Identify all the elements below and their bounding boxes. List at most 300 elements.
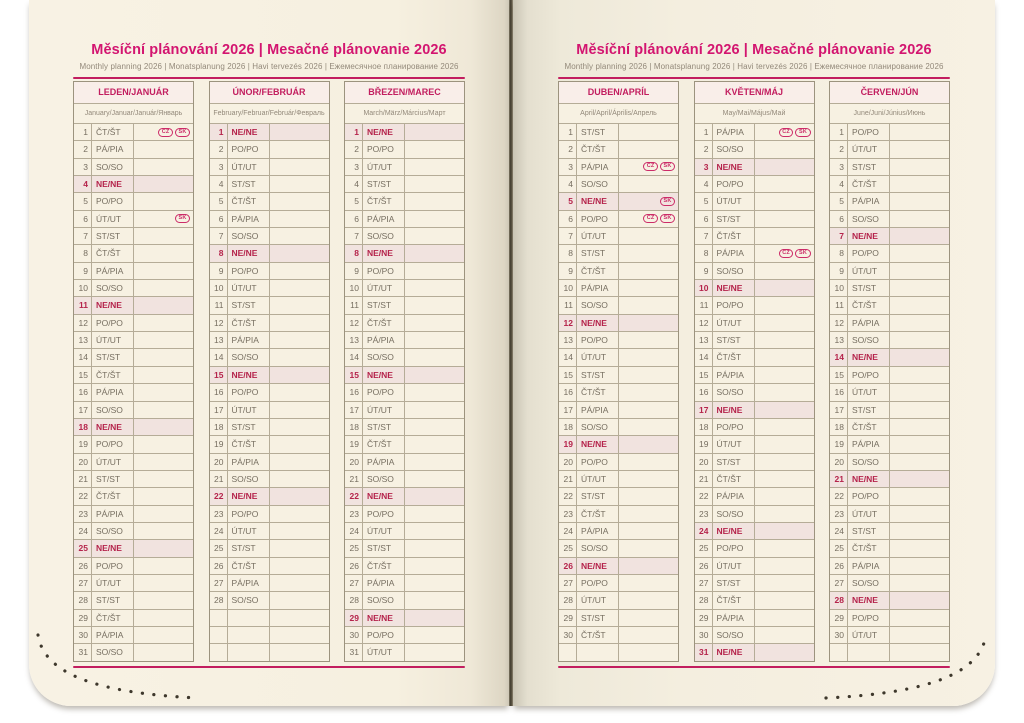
day-row [695,471,814,488]
day-abbreviation: ČT/ŠT [363,315,405,331]
day-row [345,454,464,471]
notes-cell [755,592,814,608]
month-title: DUBEN/APRÍL [559,82,678,104]
notes-cell [619,332,678,348]
notes-cell [134,280,193,296]
day-number: 4 [559,176,577,192]
notes-cell [755,280,814,296]
day-abbreviation: ČT/ŠT [92,610,134,626]
day-abbreviation: PO/PO [363,627,405,643]
day-number: 12 [210,315,228,331]
day-abbreviation: PÁ/PIA [713,488,755,504]
day-number: 11 [74,297,92,313]
day-number: 1 [559,124,577,140]
day-row [345,384,464,401]
month-subtitle: May/Mai/Május/Май [695,104,814,124]
sk-holiday-badge: SK [175,128,190,137]
day-abbreviation: NE/NE [577,436,619,452]
notes-cell [619,506,678,522]
day-row [74,644,193,660]
day-number: 30 [74,627,92,643]
notes-cell [890,610,949,626]
day-row [210,523,329,540]
day-abbreviation: PÁ/PIA [713,245,755,261]
day-abbreviation: ÚT/UT [363,159,405,175]
day-number: 23 [695,506,713,522]
day-abbreviation: SO/SO [363,471,405,487]
month-subtitle: February/Februar/Február/Февраль [210,104,329,124]
day-number: 8 [830,245,848,261]
cz-holiday-badge: CZ [779,249,794,258]
notes-cell [270,367,329,383]
top-divider-line [73,77,465,79]
day-number: 27 [830,575,848,591]
day-row [345,471,464,488]
day-number: 9 [210,263,228,279]
day-abbreviation: ÚT/UT [577,592,619,608]
month-day-list [74,124,193,661]
day-abbreviation: ST/ST [577,367,619,383]
notes-cell [134,506,193,522]
notes-cell [755,193,814,209]
day-abbreviation: NE/NE [92,540,134,556]
day-row [695,349,814,366]
day-number: 28 [345,592,363,608]
day-abbreviation: NE/NE [363,245,405,261]
day-abbreviation: ČT/ŠT [848,419,890,435]
day-number: 10 [830,280,848,296]
notes-cell [755,488,814,504]
day-number: 21 [830,471,848,487]
notes-cell [270,558,329,574]
day-row [345,176,464,193]
day-row [559,367,678,384]
day-abbreviation: PO/PO [577,332,619,348]
day-row [559,384,678,401]
notes-cell [755,627,814,643]
day-number: 6 [345,211,363,227]
sk-holiday-badge: SK [795,128,810,137]
day-abbreviation: ÚT/UT [363,644,405,660]
day-row [74,627,193,644]
day-abbreviation: PÁ/PIA [848,193,890,209]
day-row [345,627,464,644]
day-row [695,176,814,193]
day-row [830,384,949,401]
day-abbreviation: ČT/ŠT [363,436,405,452]
day-number: 19 [345,436,363,452]
day-row [695,506,814,523]
day-abbreviation: PÁ/PIA [848,558,890,574]
day-abbreviation: PO/PO [363,263,405,279]
day-number: 7 [695,228,713,244]
day-row [345,540,464,557]
notes-cell [890,315,949,331]
day-number: 9 [695,263,713,279]
day-abbreviation: SO/SO [848,575,890,591]
day-abbreviation: ČT/ŠT [228,193,270,209]
diary-book [29,0,995,706]
day-abbreviation: PÁ/PIA [577,280,619,296]
notes-cell [619,349,678,365]
day-row [210,471,329,488]
day-row [695,627,814,644]
day-number: 16 [74,384,92,400]
day-abbreviation: ÚT/UT [848,384,890,400]
day-abbreviation: ČT/ŠT [228,315,270,331]
day-row [210,315,329,332]
day-abbreviation: PO/PO [713,297,755,313]
notes-cell [755,454,814,470]
day-number: 18 [74,419,92,435]
notes-cell [619,419,678,435]
day-row [210,540,329,557]
day-abbreviation: ST/ST [228,540,270,556]
day-row [210,506,329,523]
day-row [695,141,814,158]
day-abbreviation: PÁ/PIA [848,436,890,452]
day-abbreviation: ST/ST [848,159,890,175]
day-number: 29 [695,610,713,626]
day-number: 2 [210,141,228,157]
day-row [695,159,814,176]
notes-cell [619,280,678,296]
day-row [559,540,678,557]
notes-cell [134,245,193,261]
day-abbreviation: NE/NE [848,471,890,487]
notes-cell [405,540,464,556]
bottom-divider-line [558,666,950,668]
notes-cell [619,558,678,574]
notes-cell [619,540,678,556]
day-row [695,540,814,557]
day-abbreviation: PÁ/PIA [577,159,619,175]
day-number: 8 [559,245,577,261]
notes-cell [405,644,464,660]
day-number: 17 [210,402,228,418]
day-row [210,141,329,158]
day-abbreviation: PÁ/PIA [228,211,270,227]
day-abbreviation: PÁ/PIA [713,367,755,383]
day-row [210,558,329,575]
day-row [695,211,814,228]
day-row [74,402,193,419]
notes-cell [619,176,678,192]
day-row [74,384,193,401]
day-abbreviation: PÁ/PIA [363,575,405,591]
day-row [74,506,193,523]
day-abbreviation: SO/SO [92,280,134,296]
day-row [559,575,678,592]
day-number: 11 [559,297,577,313]
right-page-content [558,0,950,668]
day-row [210,367,329,384]
day-number: 6 [210,211,228,227]
notes-cell [134,436,193,452]
month-subtitle: April/April/Április/Апрель [559,104,678,124]
day-row [210,402,329,419]
day-number: 14 [74,349,92,365]
day-row [74,592,193,609]
day-abbreviation: ČT/ŠT [713,349,755,365]
day-row [559,436,678,453]
notes-cell [405,332,464,348]
notes-cell [270,124,329,140]
day-abbreviation: ČT/ŠT [577,506,619,522]
day-abbreviation: ČT/ŠT [363,558,405,574]
notes-cell [270,349,329,365]
day-number: 31 [74,644,92,660]
notes-cell [405,488,464,504]
day-row [345,228,464,245]
day-row [559,627,678,644]
day-number: 22 [210,488,228,504]
page-title: Měsíční plánování 2026 | Mesačné plánovanie 2026 [576,42,932,58]
notes-cell [890,540,949,556]
cz-holiday-badge: CZ [158,128,173,137]
day-row [830,124,949,141]
notes-cell [270,402,329,418]
day-abbreviation: ČT/ŠT [848,297,890,313]
day-abbreviation: SO/SO [92,644,134,660]
notes-cell [134,610,193,626]
month-title: BŘEZEN/MAREC [345,82,464,104]
day-abbreviation: PO/PO [228,384,270,400]
page-subtitle: Monthly planning 2026 | Monatsplanung 2026 | Havi tervezés 2026 | Ежемесячное планирование 2026 [564,62,944,71]
day-number: 14 [345,349,363,365]
month-calendar [694,81,815,662]
day-number: 18 [559,419,577,435]
day-row [695,228,814,245]
day-abbreviation: ÚT/UT [228,402,270,418]
day-abbreviation: ČT/ŠT [92,367,134,383]
day-row [695,592,814,609]
notes-cell [755,558,814,574]
notes-cell [890,176,949,192]
day-number: 21 [210,471,228,487]
day-number: 24 [559,523,577,539]
notes-cell [619,454,678,470]
day-abbreviation: NE/NE [713,523,755,539]
notes-cell [755,263,814,279]
month-subtitle: March/März/Március/Март [345,104,464,124]
day-abbreviation: ST/ST [713,575,755,591]
day-abbreviation: PO/PO [577,211,619,227]
day-number: 5 [695,193,713,209]
day-number: 30 [559,627,577,643]
day-number: 12 [345,315,363,331]
day-number: 23 [559,506,577,522]
day-number: 22 [74,488,92,504]
notes-cell [134,193,193,209]
day-number: 4 [74,176,92,192]
notes-cell [405,124,464,140]
notes-cell [134,540,193,556]
day-row [74,436,193,453]
day-abbreviation: ÚT/UT [92,211,134,227]
day-row [830,471,949,488]
notes-cell [270,228,329,244]
day-number: 2 [695,141,713,157]
day-abbreviation: PO/PO [92,193,134,209]
day-number: 17 [559,402,577,418]
day-abbreviation: NE/NE [713,159,755,175]
month-day-list [210,124,329,661]
day-number: 5 [830,193,848,209]
month-calendar [209,81,330,662]
day-number: 1 [830,124,848,140]
day-row [830,141,949,158]
day-number: 12 [695,315,713,331]
day-row [345,506,464,523]
day-row [345,263,464,280]
month-day-list [830,124,949,661]
day-abbreviation: ST/ST [848,523,890,539]
day-number [210,627,228,643]
day-abbreviation: PO/PO [228,506,270,522]
day-row [695,315,814,332]
day-row [830,211,949,228]
day-number: 9 [830,263,848,279]
day-number: 6 [559,211,577,227]
day-row [830,297,949,314]
day-row [695,610,814,627]
day-abbreviation: ČT/ŠT [577,141,619,157]
day-number: 5 [559,193,577,209]
notes-cell [890,575,949,591]
day-number [559,644,577,660]
day-abbreviation: PO/PO [848,124,890,140]
day-row [559,263,678,280]
notes-cell [270,384,329,400]
day-abbreviation: PO/PO [92,436,134,452]
day-abbreviation: NE/NE [577,193,619,209]
notes-cell [755,332,814,348]
day-row [74,558,193,575]
day-abbreviation: SO/SO [713,263,755,279]
notes-cell [270,332,329,348]
day-row [210,263,329,280]
day-row [210,211,329,228]
notes-cell [619,159,678,175]
notes-cell [755,124,814,140]
notes-cell [755,315,814,331]
day-number: 27 [74,575,92,591]
day-row [74,141,193,158]
day-row [74,211,193,228]
day-abbreviation: ČT/ŠT [848,176,890,192]
day-abbreviation: SO/SO [228,228,270,244]
month-calendar [829,81,950,662]
day-row [695,332,814,349]
notes-cell [134,384,193,400]
day-abbreviation: NE/NE [848,228,890,244]
day-number: 20 [345,454,363,470]
day-number: 27 [345,575,363,591]
notes-cell [890,228,949,244]
notes-cell [619,263,678,279]
notes-cell [270,471,329,487]
day-number: 17 [695,402,713,418]
day-number: 3 [695,159,713,175]
day-number: 11 [345,297,363,313]
notes-cell [890,384,949,400]
day-abbreviation: PO/PO [228,141,270,157]
day-abbreviation: ÚT/UT [848,627,890,643]
notes-cell [134,159,193,175]
day-row [74,245,193,262]
notes-cell [755,402,814,418]
top-divider-line [558,77,950,79]
day-row [830,349,949,366]
day-number: 24 [695,523,713,539]
day-number: 22 [830,488,848,504]
day-abbreviation: ÚT/UT [713,436,755,452]
notes-cell [134,419,193,435]
notes-cell [755,419,814,435]
day-row [345,159,464,176]
day-abbreviation: SO/SO [577,419,619,435]
notes-cell [619,384,678,400]
day-abbreviation: ST/ST [713,454,755,470]
day-abbreviation: ST/ST [92,471,134,487]
day-number: 29 [830,610,848,626]
notes-cell [890,367,949,383]
day-number: 15 [345,367,363,383]
day-number: 26 [210,558,228,574]
day-row [830,436,949,453]
notes-cell [755,297,814,313]
day-number: 20 [695,454,713,470]
notes-cell [619,245,678,261]
day-row [695,297,814,314]
day-abbreviation: ČT/ŠT [577,627,619,643]
notes-cell [890,627,949,643]
bottom-divider-line [73,666,465,668]
day-row [830,610,949,627]
day-number: 7 [559,228,577,244]
notes-cell [890,419,949,435]
day-number: 17 [74,402,92,418]
notes-cell [270,610,329,626]
day-abbreviation: ÚT/UT [713,558,755,574]
cz-holiday-badge: CZ [779,128,794,137]
day-row [559,558,678,575]
day-row [830,263,949,280]
day-row [559,506,678,523]
day-row [830,592,949,609]
day-abbreviation: NE/NE [228,488,270,504]
day-row [695,488,814,505]
day-row [830,193,949,210]
day-number: 13 [695,332,713,348]
page-title: Měsíční plánování 2026 | Mesačné plánovanie 2026 [91,42,447,58]
day-row [559,644,678,660]
notes-cell [405,627,464,643]
day-number: 13 [559,332,577,348]
notes-cell [619,575,678,591]
day-abbreviation: ST/ST [363,176,405,192]
right-page [513,0,995,706]
notes-cell [134,402,193,418]
day-abbreviation: ČT/ŠT [228,558,270,574]
day-row [695,523,814,540]
day-row [210,627,329,644]
day-row [695,280,814,297]
day-number: 20 [74,454,92,470]
month-calendar [73,81,194,662]
day-number: 5 [74,193,92,209]
